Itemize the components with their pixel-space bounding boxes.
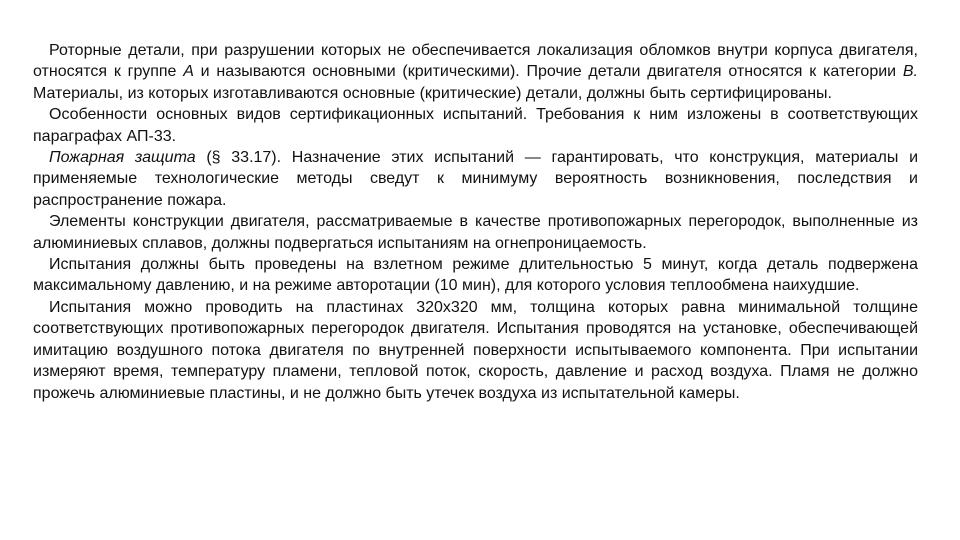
text-run: Роторные детали, при разрушении которых не обеспечивается локализация обломков внутри корпуса двигателя, относятся к группе [33, 42, 918, 81]
text-run: Особенности основных видов сертификационных испытаний. Требования к ним изложены в соответствующих параграфах АП-33. [33, 106, 918, 145]
category-b-label: В. [902, 63, 918, 81]
text-run: Элементы конструкции двигателя, рассматриваемые в качестве противопожарных перегородок, выполненные из алюминиевых сплавов, должны подвергаться испытаниям на огнепроницаемость. [33, 213, 918, 252]
paragraph-firewall-elements [33, 211, 918, 254]
text-run: и называются основными (критическими). Прочие детали двигателя относятся к категории [193, 63, 903, 81]
group-a-label: А [183, 63, 194, 81]
text-run: (§ 33.17). Назначение этих испытаний — гарантировать, что конструкция, материалы и применяемые технологические методы сведут к минимуму вероятность возникновения, последствия и распространение пожара. [33, 149, 919, 209]
text-run: Испытания должны быть проведены на взлетном режиме длительностью 5 минут, когда деталь подвержена максимальному давлению, и на режиме авторотации (10 мин), для которого условия теплообмена наихудшие. [33, 256, 918, 295]
paragraph-fire-protection [33, 147, 918, 211]
text-run: Испытания можно проводить на пластинах 320х320 мм, толщина которых равна минимальной толщине соответствующих противопожарных перегородок двигателя. Испытания проводятся на установке, обеспечивающей имитацию воздушного потока двигателя по внутренней поверхности испытываемого компонента. При испытании измеряют время, температуру пламени, тепловой поток, скорость, давление и расход воздуха. Пламя не должно прожечь алюминиевые пластины, и не должно быть утечек воздуха из испытательной камеры. [33, 298, 918, 402]
paragraph-test-modes [33, 254, 918, 297]
text-run: Материалы, из которых изготавливаются основные (критические) детали, должны быть сертифицированы. [33, 84, 832, 102]
fire-protection-term: Пожарная защита [49, 149, 196, 167]
document-page [33, 40, 918, 404]
paragraph-critical-parts [33, 40, 918, 104]
paragraph-certification-tests [33, 104, 918, 147]
paragraph-test-plates [33, 297, 918, 404]
